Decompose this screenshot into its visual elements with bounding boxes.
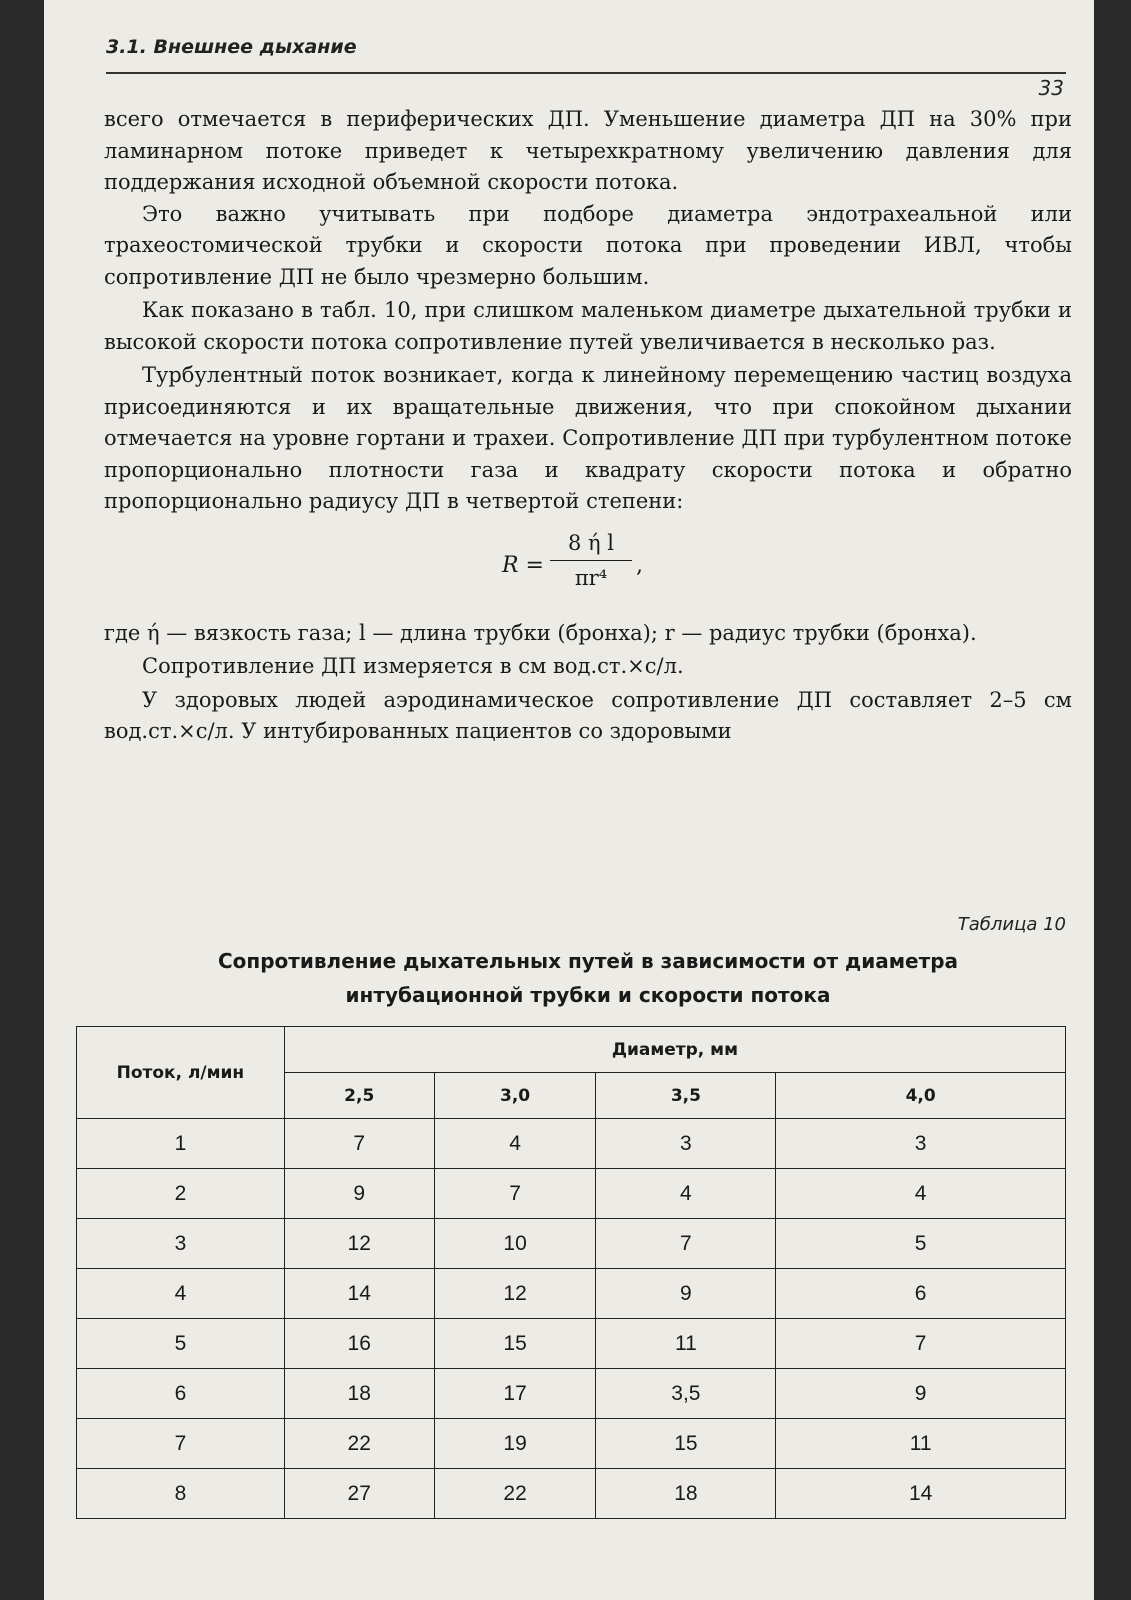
table-cell: 1	[77, 1119, 285, 1169]
table-row	[77, 1419, 1066, 1469]
table-cell: 4	[776, 1169, 1066, 1219]
table-cell: 18	[596, 1469, 776, 1519]
table-cell: 18	[284, 1369, 434, 1419]
table-row	[77, 1119, 1066, 1169]
table-cell: 12	[284, 1219, 434, 1269]
table-title-line-2: интубационной трубки и скорости потока	[345, 983, 831, 1007]
table-row	[77, 1469, 1066, 1519]
table-cell: 14	[284, 1269, 434, 1319]
table-cell: 15	[596, 1419, 776, 1469]
table-cell: 10	[434, 1219, 596, 1269]
table-cell: 7	[596, 1219, 776, 1269]
page-number: 33	[1038, 76, 1064, 100]
formula-numerator: 8 ή l	[567, 530, 614, 555]
table-cell: 15	[434, 1319, 596, 1369]
diameter-header: Диаметр, мм	[284, 1027, 1065, 1073]
table-cell: 6	[77, 1369, 285, 1419]
formula-lhs: R =	[502, 552, 544, 578]
column-header: 2,5	[284, 1073, 434, 1119]
body-text	[104, 104, 1072, 748]
table-cell: 17	[434, 1369, 596, 1419]
table-cell: 19	[434, 1419, 596, 1469]
table-cell: 7	[776, 1319, 1066, 1369]
table-cell: 9	[596, 1269, 776, 1319]
table-cell: 4	[596, 1169, 776, 1219]
column-header: 3,0	[434, 1073, 596, 1119]
paragraph-6: Сопротивление ДП измеряется в см вод.ст.×с/л.	[142, 654, 684, 678]
table-row	[77, 1369, 1066, 1419]
table-cell: 3	[776, 1119, 1066, 1169]
table-cell: 7	[77, 1419, 285, 1469]
table-title-line-1: Сопротивление дыхательных путей в зависимости от диаметра	[217, 949, 959, 973]
formula-denominator: πr⁴	[574, 565, 608, 590]
table-cell: 27	[284, 1469, 434, 1519]
table-cell: 16	[284, 1319, 434, 1369]
table-cell: 12	[434, 1269, 596, 1319]
book-page	[44, 0, 1094, 1600]
table-cell: 4	[434, 1119, 596, 1169]
table-cell: 11	[596, 1319, 776, 1369]
paragraph-4: Турбулентный поток возникает, когда к линейному перемещению частиц воздуха присоединяются и их вращательные движения, что при спокойном дыхании отмечается на уровне гортани и трахеи. Сопротивление ДП при турбулентном потоке пропорционально плотности газа и квадрату скорости потока и обратно пропорционально радиусу ДП в четвертой степени:	[104, 363, 1072, 513]
paragraph-7: У здоровых людей аэродинамическое сопротивление ДП составляет 2–5 см вод.ст.×с/л. У интубированных пациентов со здоровыми	[104, 687, 1072, 743]
table-row	[77, 1319, 1066, 1369]
table-cell: 2	[77, 1169, 285, 1219]
paragraph-3: Как показано в табл. 10, при слишком маленьком диаметре дыхательной трубки и высокой скорости потока сопротивление путей увеличивается в несколько раз.	[104, 298, 1072, 354]
table-title	[104, 944, 1072, 1012]
table-row	[77, 1219, 1066, 1269]
paragraph-2: Это важно учитывать при подборе диаметра эндотрахеальной или трахеостомической трубки и скорости потока при проведении ИВЛ, чтобы сопротивление ДП не было чрезмерно большим.	[104, 201, 1072, 289]
flow-header: Поток, л/мин	[77, 1027, 285, 1119]
paragraph-5: где ή — вязкость газа; l — длина трубки (бронха); r — радиус трубки (бронха).	[104, 620, 977, 645]
table-cell: 7	[284, 1119, 434, 1169]
table-cell: 3	[77, 1219, 285, 1269]
table-cell: 3,5	[596, 1369, 776, 1419]
table-cell: 6	[776, 1269, 1066, 1319]
column-header: 3,5	[596, 1073, 776, 1119]
table-cell: 9	[776, 1369, 1066, 1419]
table-cell: 3	[596, 1119, 776, 1169]
formula-comma: ,	[636, 552, 643, 578]
table-cell: 14	[776, 1469, 1066, 1519]
table-cell: 9	[284, 1169, 434, 1219]
running-header	[106, 30, 1066, 74]
table-caption: Таблица 10	[957, 914, 1066, 935]
formula-fraction	[550, 526, 632, 595]
resistance-formula	[104, 524, 1072, 610]
table-row	[77, 1269, 1066, 1319]
paragraph-1: всего отмечается в периферических ДП. Уменьшение диаметра ДП на 30% при ламинарном потоке приведет к четырехкратному увеличению давления для поддержания исходной объемной скорости потока.	[104, 107, 1072, 194]
table-cell: 22	[434, 1469, 596, 1519]
table-row	[77, 1169, 1066, 1219]
table-cell: 5	[77, 1319, 285, 1369]
table-cell: 11	[776, 1419, 1066, 1469]
table-cell: 22	[284, 1419, 434, 1469]
resistance-table	[76, 1026, 1066, 1519]
table-cell: 7	[434, 1169, 596, 1219]
table-cell: 5	[776, 1219, 1066, 1269]
section-title: 3.1. Внешнее дыхание	[106, 36, 357, 58]
column-header: 4,0	[776, 1073, 1066, 1119]
table-cell: 4	[77, 1269, 285, 1319]
table-cell: 8	[77, 1469, 285, 1519]
